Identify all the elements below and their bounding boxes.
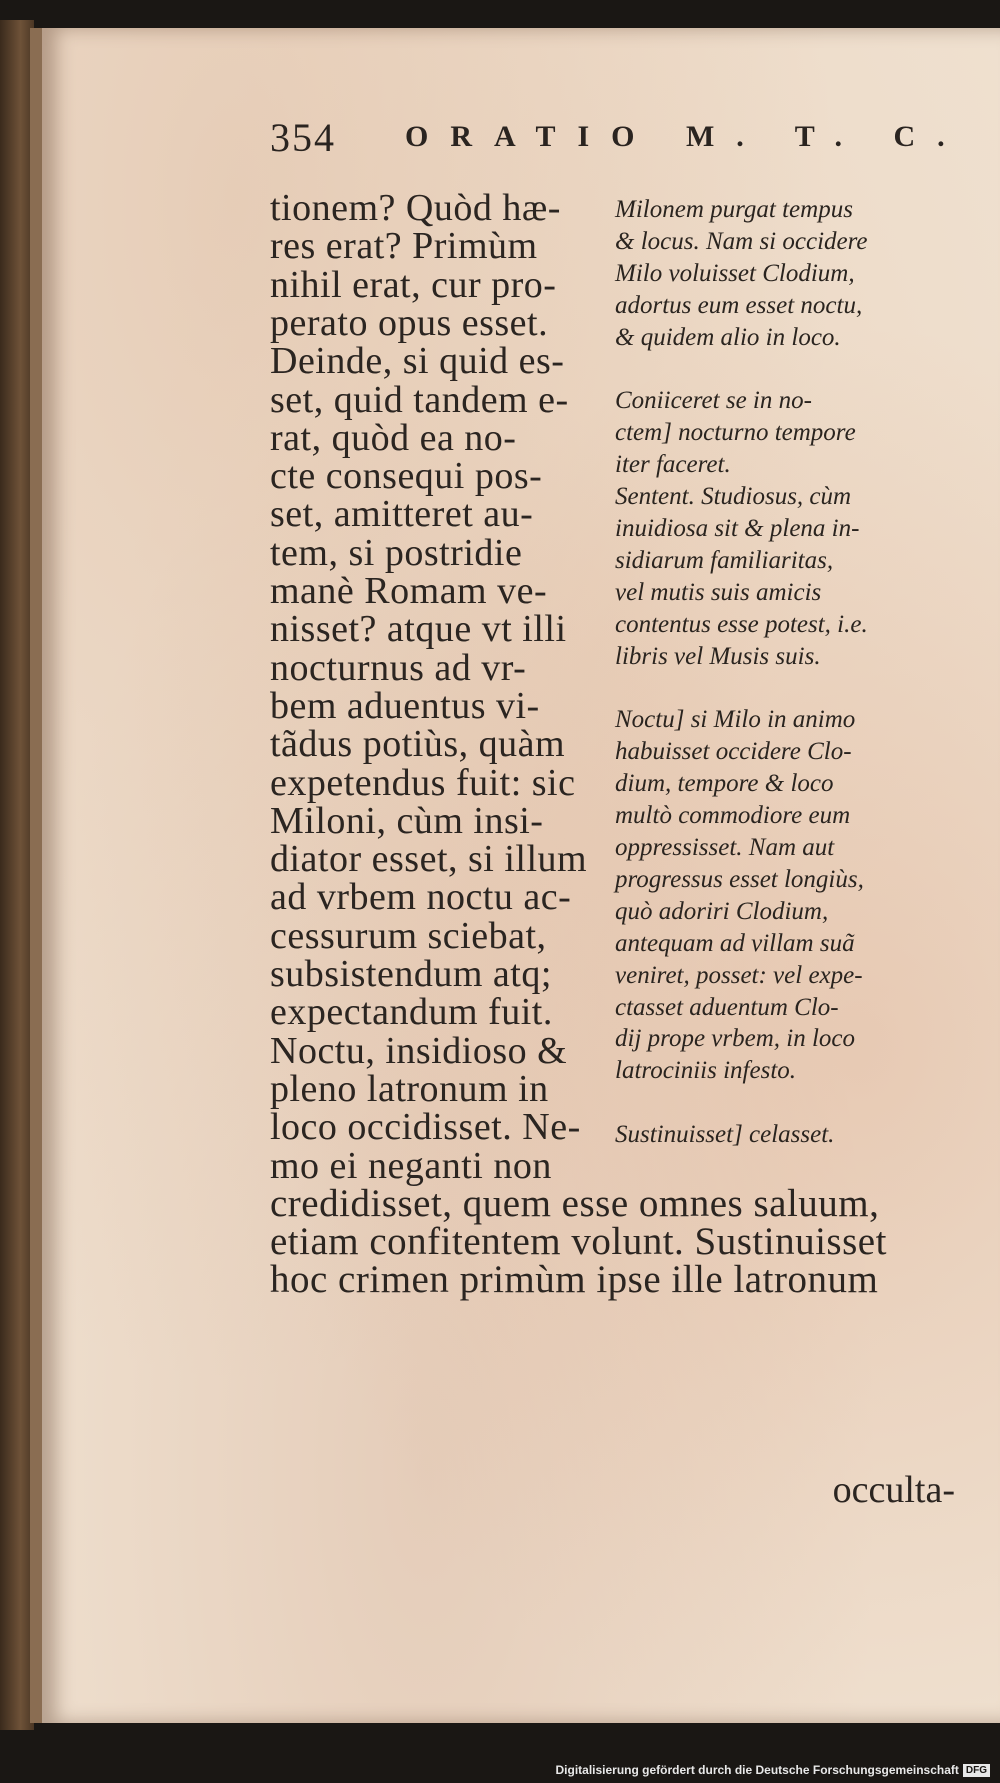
text-line: etiam confitentem volunt. Sustinuisset	[270, 1220, 887, 1264]
text-line: subsistendum atq;	[270, 953, 552, 995]
text-line: rat, quòd ea no-	[270, 416, 517, 459]
book-spine	[0, 20, 34, 1730]
text-line: pleno latronum in	[270, 1067, 549, 1110]
text-line: mo ei neganti non	[270, 1144, 552, 1187]
text-line: nisset? atque vt illi	[270, 608, 567, 651]
page-number: 354	[270, 115, 336, 160]
marginal-note-line: sidiarum familiaritas,	[615, 546, 834, 574]
text-line: tãdus potiùs, quàm	[270, 723, 566, 766]
text-line: tem, si postridie	[270, 531, 523, 574]
page-header	[270, 112, 970, 162]
credit-text: Digitalisierung gefördert durch die Deutsche Forschungsgemeinschaft	[555, 1763, 959, 1777]
marginal-note-line: dij prope vrbem, in loco	[615, 1025, 856, 1053]
text-line: nihil erat, cur pro-	[270, 263, 557, 306]
marginal-note-line: ctasset aduentum Clo-	[615, 993, 839, 1021]
text-line: hoc crimen primùm ipse ille latronum	[270, 1258, 879, 1302]
marginal-note-line: adortus eum esset noctu,	[615, 291, 863, 319]
marginal-note-line: ctem] nocturno tempore	[615, 419, 856, 447]
text-line: expectandum fuit.	[270, 991, 553, 1034]
dfg-logo: DFG	[963, 1764, 990, 1777]
text-line: ad vrbem noctu ac-	[270, 876, 572, 919]
marginal-note-line: veniret, posset: vel expe-	[615, 961, 863, 989]
marginal-note-line: iter faceret.	[615, 451, 731, 479]
text-line: cte consequi pos-	[270, 455, 543, 498]
text-line: set, quid tandem e-	[270, 378, 569, 421]
marginal-note-line: Sentent. Studiosus, cùm	[615, 483, 852, 511]
marginal-note-line: & quidem alio in loco.	[615, 323, 841, 351]
text-line: perato opus esset.	[270, 301, 549, 344]
marginal-note-line: antequam ad villam suã	[615, 929, 855, 957]
text-line: bem aduentus vi-	[270, 684, 540, 727]
text-line: loco occidisset. Ne-	[270, 1106, 581, 1149]
text-line: expetendus fuit: sic	[270, 761, 576, 804]
marginal-note-line: vel mutis suis amicis	[615, 578, 822, 606]
marginal-note-line: habuisset occidere Clo-	[615, 738, 852, 766]
marginal-note-line: & locus. Nam si occidere	[615, 227, 868, 255]
marginal-note-line: inuidiosa sit & plena in-	[615, 515, 860, 542]
marginal-note-line: Coniiceret se in no-	[615, 387, 812, 415]
digitization-credit	[555, 1763, 990, 1777]
marginal-note-line: dium, tempore & loco	[615, 770, 834, 798]
marginal-note-line: quò adoriri Clodium,	[615, 897, 829, 925]
text-line: set, amitteret au-	[270, 493, 534, 536]
marginal-note-line: Milonem purgat tempus	[615, 196, 853, 223]
catchword: occulta-	[832, 1469, 955, 1511]
text-line: tionem? Quòd hæ-	[270, 187, 561, 229]
text-line: nocturnus ad vr-	[270, 646, 527, 689]
marginal-note-line: Sustinuisset] celasset.	[615, 1121, 835, 1149]
marginal-note-line: progressus esset longiùs,	[615, 865, 864, 893]
text-line: res erat? Primùm	[270, 225, 538, 268]
text-line: Miloni, cùm insi-	[270, 799, 544, 842]
text-line: credidisset, quem esse omnes saluum,	[270, 1181, 880, 1225]
marginal-note-line: contentus esse potest, i.e.	[615, 610, 868, 638]
marginal-note-line: oppressisset. Nam aut	[615, 834, 835, 861]
text-line: manè Romam ve-	[270, 570, 548, 612]
marginal-note-line: libris vel Musis suis.	[615, 642, 821, 670]
marginal-note-line: latrociniis infesto.	[615, 1057, 797, 1085]
marginal-note-line: Milo voluisset Clodium,	[615, 259, 855, 287]
text-line: diator esset, si illum	[270, 838, 588, 881]
text-line: cessurum sciebat,	[270, 914, 547, 957]
text-line: Noctu, insidioso &	[270, 1029, 568, 1072]
running-title: ORATIO M. T. C.	[405, 120, 967, 153]
text-line: Deinde, si quid es-	[270, 340, 565, 383]
marginal-note-line: multò commodiore eum	[615, 802, 851, 830]
marginal-note-line: Noctu] si Milo in animo	[615, 706, 856, 734]
